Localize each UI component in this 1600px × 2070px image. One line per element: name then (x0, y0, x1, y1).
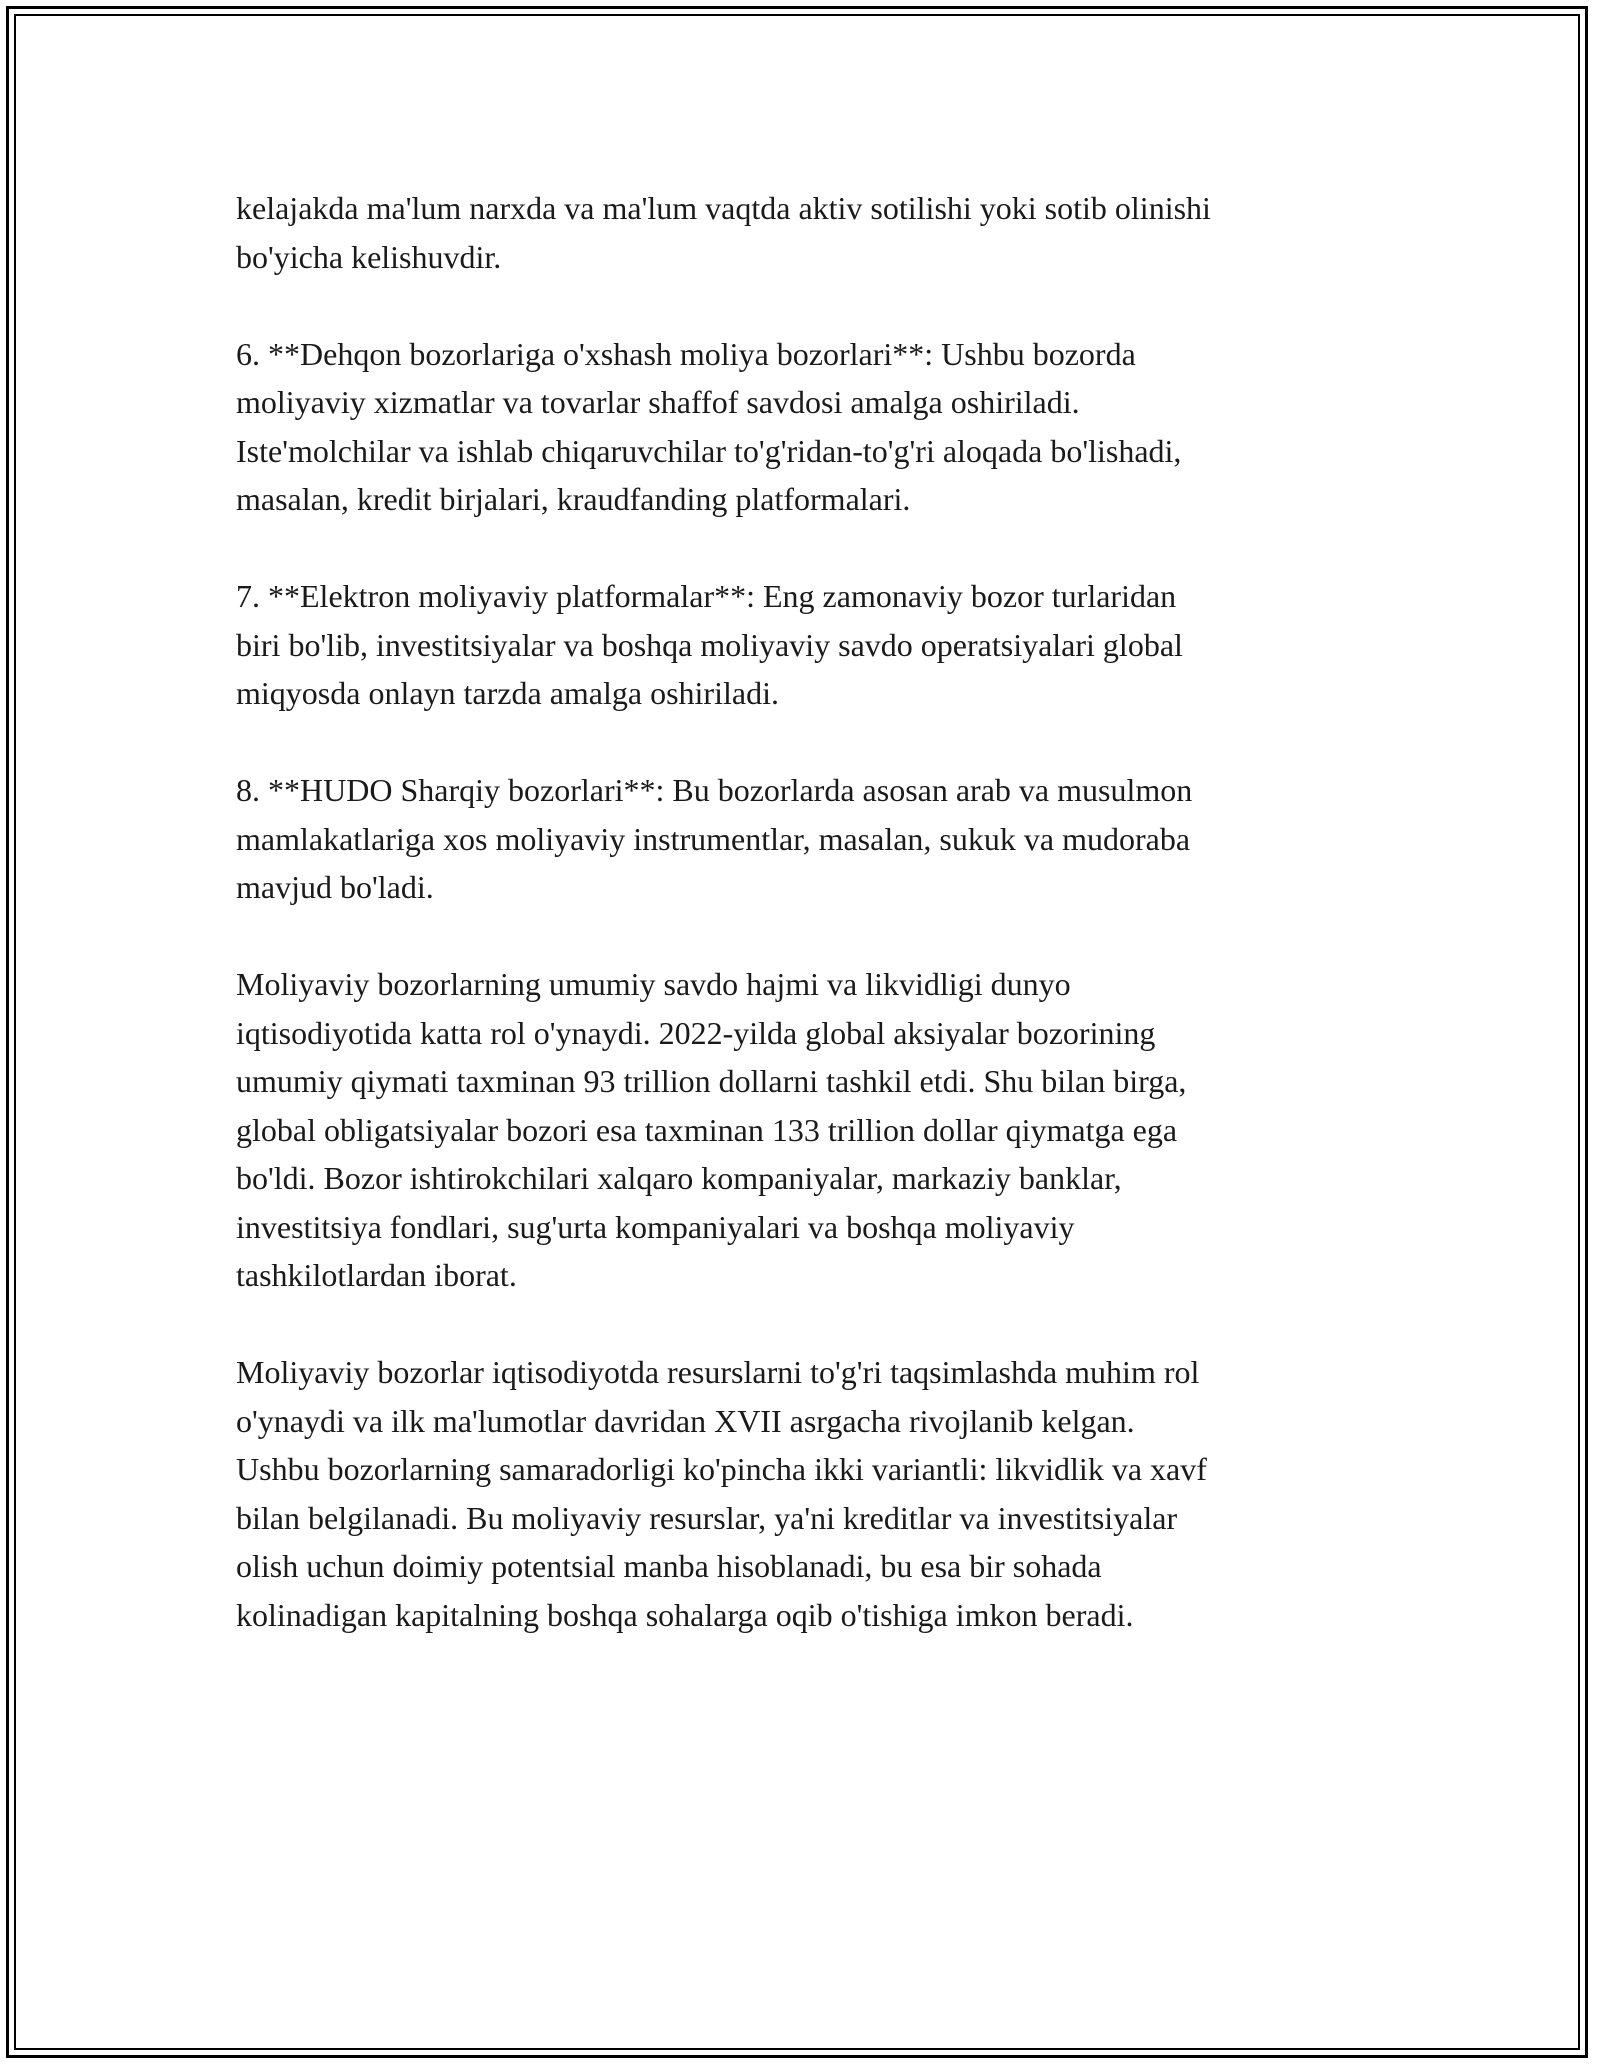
text-line: bo'ldi. Bozor ishtirokchilari xalqaro kompaniyalar, markaziy banklar, (236, 1160, 1122, 1196)
text-line: kelajakda ma'lum narxda va ma'lum vaqtda aktiv sotilishi yoki sotib olinishi (236, 190, 1211, 226)
text-line: moliyaviy xizmatlar va tovarlar shaffof savdosi amalga oshiriladi. (236, 384, 1080, 420)
paragraph-market-volume (236, 960, 1366, 1300)
text-line: mavjud bo'ladi. (236, 869, 434, 905)
text-line: Ushbu bozorlarning samaradorligi ko'pincha ikki variantli: likvidlik va xavf (236, 1451, 1207, 1487)
paragraph-item-8 (236, 766, 1366, 912)
text-line: Moliyaviy bozorlarning umumiy savdo hajmi va likvidligi dunyo (236, 966, 1071, 1002)
text-line: bilan belgilanadi. Bu moliyaviy resurslar, ya'ni kreditlar va investitsiyalar (236, 1499, 1178, 1536)
paragraph-forward-contract-end (236, 184, 1366, 281)
text-line: miqyosda onlayn tarzda amalga oshiriladi. (236, 675, 779, 711)
text-line: umumiy qiymati taxminan 93 trillion dollarni tashkil etdi. Shu bilan birga, (236, 1063, 1187, 1099)
text-line: bo'yicha kelishuvdir. (236, 238, 502, 275)
text-line: mamlakatlariga xos moliyaviy instrumentlar, masalan, sukuk va mudoraba (236, 820, 1191, 857)
text-line: olish uchun doimiy potentsial manba hisoblanadi, bu esa bir sohada (236, 1548, 1102, 1584)
text-line: biri bo'lib, investitsiyalar va boshqa moliyaviy savdo operatsiyalari global (236, 626, 1183, 663)
paragraph-item-6 (236, 330, 1366, 524)
text-line: masalan, kredit birjalari, kraudfanding platformalari. (236, 481, 911, 517)
text-line: global obligatsiyalar bozori esa taxminan 133 trillion dollar qiymatga ega (236, 1111, 1178, 1148)
text-line: 7. **Elektron moliyaviy platformalar**: Eng zamonaviy bozor turlaridan (236, 578, 1177, 614)
text-line: 8. **HUDO Sharqiy bozorlari**: Bu bozorlarda asosan arab va musulmon (236, 772, 1193, 808)
paragraph-resource-allocation (236, 1348, 1366, 1639)
paragraph-item-7 (236, 572, 1366, 718)
text-line: o'ynaydi va ilk ma'lumotlar davridan XVII asrgacha rivojlanib kelgan. (236, 1402, 1135, 1439)
text-line: kolinadigan kapitalning boshqa sohalarga oqib o'tishiga imkon beradi. (236, 1596, 1134, 1633)
text-line: tashkilotlardan iborat. (236, 1257, 517, 1293)
text-line: iqtisodiyotida katta rol o'ynaydi. 2022-yilda global aksiyalar bozorining (236, 1014, 1156, 1051)
document-body (236, 184, 1366, 1639)
text-line: Moliyaviy bozorlar iqtisodiyotda resurslarni to'g'ri taqsimlashda muhim rol (236, 1354, 1200, 1390)
text-line: 6. **Dehqon bozorlariga o'xshash moliya bozorlari**: Ushbu bozorda (236, 335, 1136, 372)
text-line: investitsiya fondlari, sug'urta kompaniyalari va boshqa moliyaviy (236, 1208, 1075, 1245)
text-line: Iste'molchilar va ishlab chiqaruvchilar to'g'ridan-to'g'ri aloqada bo'lishadi, (236, 432, 1182, 469)
